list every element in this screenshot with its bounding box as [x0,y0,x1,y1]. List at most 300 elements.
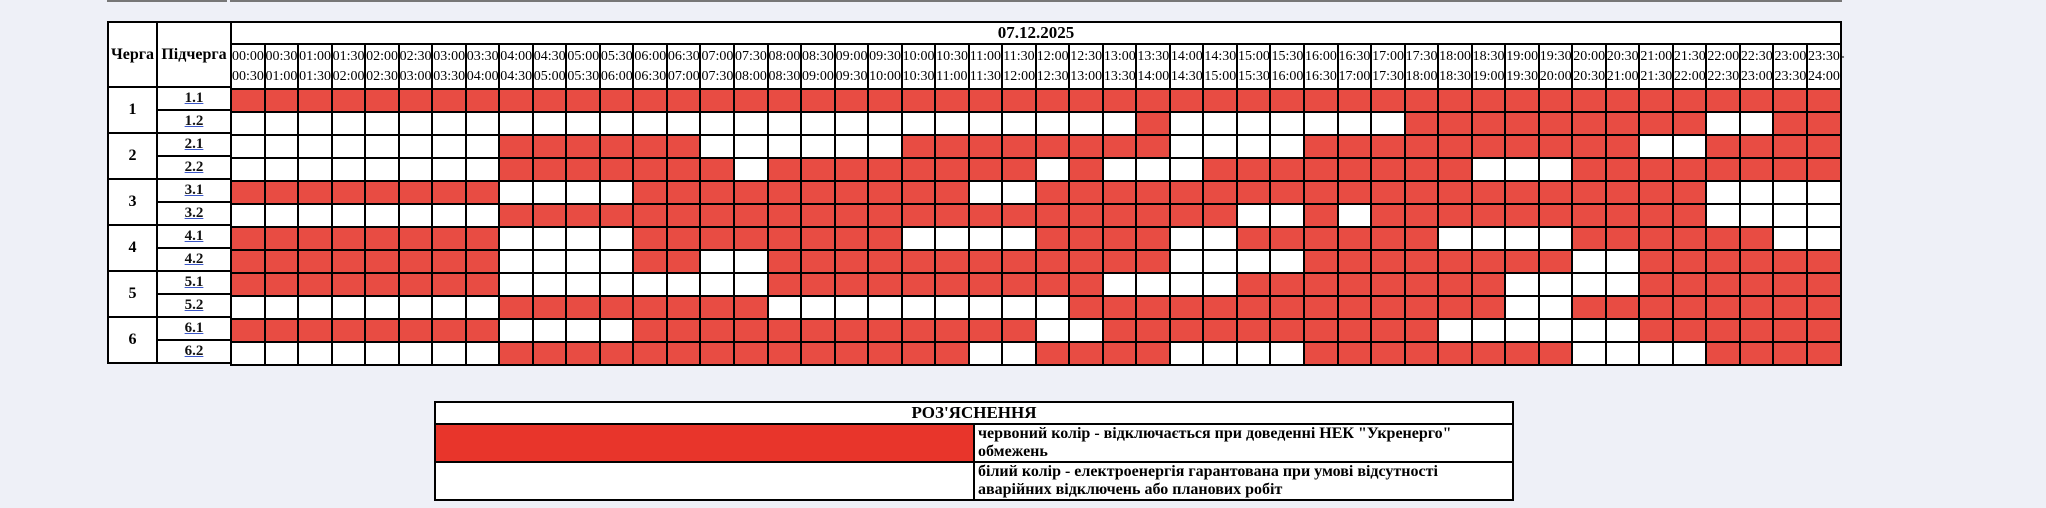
outage-cell [1069,296,1103,319]
outage-cell [633,227,667,250]
power-cell [265,296,299,319]
outage-cell [1103,227,1137,250]
outage-cell [1773,158,1807,181]
outage-cell [1505,342,1539,365]
power-cell [499,250,533,273]
time-slot-header [1036,44,1070,89]
power-cell [1036,112,1070,135]
outage-cell [1639,273,1673,296]
outage-cell [1773,250,1807,273]
outage-cell [1002,319,1036,342]
outage-cell [768,319,802,342]
outage-cell [1036,227,1070,250]
time-slot-header [1706,44,1740,89]
outage-cell [1304,135,1338,158]
power-cell [969,342,1003,365]
power-cell [1170,135,1204,158]
power-cell [1170,227,1204,250]
outage-cell [1472,181,1506,204]
subqueue-link[interactable]: 3.2 [184,205,204,221]
time-slot-end: 15:00 [1204,68,1237,84]
outage-cell [499,89,533,112]
time-slot-start: 03:00 [433,48,466,64]
outage-cell [1807,89,1841,112]
outage-cell [1371,319,1405,342]
outage-cell [969,273,1003,296]
outage-cell [499,158,533,181]
subqueue-label [157,248,231,271]
time-slot-start: 17:30 [1405,48,1438,64]
time-slot-start: 23:30- [1807,48,1845,64]
outage-cell [1103,89,1137,112]
power-cell [1270,112,1304,135]
subqueue-link[interactable]: 2.2 [184,159,204,175]
outage-cell [1237,296,1271,319]
time-slot-header [1237,44,1271,89]
outage-cell [365,181,399,204]
outage-cell [1639,204,1673,227]
outage-cell [265,273,299,296]
time-slot-header [902,44,936,89]
time-slot-start: 14:30 [1204,48,1237,64]
time-slot-end: 10:30 [902,68,935,84]
outage-cell [1338,250,1372,273]
outage-cell [768,273,802,296]
time-slot-header [1539,44,1573,89]
outage-cell [399,250,433,273]
time-slot-start: 07:00 [701,48,734,64]
power-cell [332,158,366,181]
power-cell [1606,250,1640,273]
time-slot-end: 08:30 [768,68,801,84]
outage-cell [1572,296,1606,319]
power-cell [1170,250,1204,273]
subqueue-link[interactable]: 6.1 [184,320,204,336]
power-cell [365,204,399,227]
outage-cell [667,135,701,158]
outage-cell [1170,89,1204,112]
schedule-date: 07.12.2025 [231,22,1841,44]
queue-header: Черга [108,22,157,87]
time-slot-start: 10:30 [936,48,969,64]
power-cell [1706,204,1740,227]
outage-cell [902,158,936,181]
power-cell [1472,158,1506,181]
time-slot-start: 16:30 [1338,48,1371,64]
outage-cell [332,89,366,112]
subqueue-link[interactable]: 5.2 [184,297,204,313]
power-cell [432,296,466,319]
outage-cell [868,273,902,296]
outage-cell [1270,296,1304,319]
schedule-row [231,227,1841,250]
outage-cell [298,227,332,250]
outage-cell [868,158,902,181]
time-slot-end: 03:30 [433,68,466,84]
power-cell [801,135,835,158]
subqueue-link[interactable]: 1.2 [184,113,204,129]
outage-cell [1572,135,1606,158]
time-slot-start: 15:00 [1237,48,1270,64]
outage-cell [1472,296,1506,319]
power-cell [902,112,936,135]
power-cell [1539,296,1573,319]
outage-cell [1807,158,1841,181]
schedule-row [231,319,1841,342]
power-cell [600,250,634,273]
power-cell [1572,250,1606,273]
outage-cell [868,342,902,365]
time-slot-start: 06:30 [667,48,700,64]
outage-cell [265,227,299,250]
outage-cell [935,250,969,273]
outage-cell [1036,89,1070,112]
schedule-row [231,89,1841,112]
time-slot-start: 00:30 [265,48,298,64]
outage-cell [432,273,466,296]
time-slot-start: 14:00 [1170,48,1203,64]
outage-cell [1304,181,1338,204]
outage-cell [298,250,332,273]
time-slot-header [432,44,466,89]
outage-cell [1371,89,1405,112]
power-cell [466,342,500,365]
power-cell [566,181,600,204]
outage-cell [1237,181,1271,204]
outage-cell [801,227,835,250]
outage-cell [1740,89,1774,112]
time-slot-start: 13:00 [1103,48,1136,64]
outage-cell [1807,296,1841,319]
outage-cell [432,319,466,342]
time-slot-end: 11:30 [969,68,1002,84]
time-slot-end: 20:00 [1539,68,1572,84]
power-cell [1237,204,1271,227]
time-slot-header [231,44,265,89]
schedule-grid [230,21,1845,366]
power-cell [600,112,634,135]
power-cell [700,273,734,296]
power-cell [298,112,332,135]
power-cell [1740,181,1774,204]
outage-cell [1371,158,1405,181]
outage-cell [1136,250,1170,273]
power-cell [533,273,567,296]
time-slot-header [1103,44,1137,89]
time-slot-start: 09:30 [869,48,901,64]
power-cell [298,296,332,319]
outage-cell [332,319,366,342]
outage-cell [1002,204,1036,227]
power-cell [365,296,399,319]
outage-cell [1505,250,1539,273]
power-cell [533,319,567,342]
queue-table [107,21,232,364]
outage-cell [1438,112,1472,135]
power-cell [1069,319,1103,342]
outage-cell [1036,204,1070,227]
outage-cell [1405,250,1439,273]
outage-cell [768,227,802,250]
time-slot-header [265,44,299,89]
outage-cell [667,158,701,181]
power-cell [332,204,366,227]
power-cell [734,250,768,273]
outage-cell [1237,158,1271,181]
outage-cell [1773,135,1807,158]
power-cell [499,112,533,135]
time-slot-start: 04:00 [500,48,533,64]
power-cell [466,112,500,135]
subqueue-link[interactable]: 1.1 [184,90,204,106]
power-cell [365,112,399,135]
power-cell [1606,273,1640,296]
outage-cell [700,158,734,181]
time-slot-end: 22:00 [1673,68,1706,84]
outage-cell [1472,342,1506,365]
outage-cell [600,296,634,319]
time-slot-header [1136,44,1170,89]
outage-cell [1338,273,1372,296]
subqueue-label [157,110,231,133]
subqueue-link[interactable]: 5.1 [184,274,204,290]
power-cell [466,204,500,227]
time-slot-header [1002,44,1036,89]
outage-cell [1438,296,1472,319]
power-cell [432,112,466,135]
power-cell [399,204,433,227]
outage-cell [902,319,936,342]
outage-cell [667,250,701,273]
outage-cell [1438,135,1472,158]
outage-cell [1539,342,1573,365]
outage-cell [1472,250,1506,273]
outage-cell [1539,250,1573,273]
power-cell [231,112,265,135]
time-slot-start: 10:00 [902,48,935,64]
outage-cell [1304,250,1338,273]
power-cell [1069,112,1103,135]
time-slot-start: 17:00 [1372,48,1404,64]
power-cell [1673,342,1707,365]
power-cell [1002,181,1036,204]
outage-cell [566,89,600,112]
outage-cell [1740,135,1774,158]
time-slot-start: 05:00 [567,48,600,64]
power-cell [1270,204,1304,227]
legend-title: РОЗ'ЯСНЕННЯ [435,402,1513,424]
subqueue-label [157,202,231,225]
outage-cell [533,342,567,365]
outage-cell [365,319,399,342]
power-cell [1505,158,1539,181]
time-slot-header [1069,44,1103,89]
outage-cell [1136,135,1170,158]
subqueue-link[interactable]: 6.2 [184,343,204,359]
time-slot-start: 19:00 [1506,48,1539,64]
outage-cell [231,250,265,273]
time-slot-header [700,44,734,89]
outage-cell [835,342,869,365]
outage-cell [700,296,734,319]
time-slot-end: 01:30 [299,68,331,84]
power-cell [399,342,433,365]
outage-cell [1773,89,1807,112]
outage-cell [1606,89,1640,112]
power-cell [1304,112,1338,135]
power-cell [231,342,265,365]
outage-cell [1505,112,1539,135]
outage-cell [600,135,634,158]
outage-cell [1773,112,1807,135]
outage-cell [633,296,667,319]
outage-cell [1338,227,1372,250]
outage-cell [1405,319,1439,342]
outage-cell [600,342,634,365]
outage-cell [566,158,600,181]
power-cell [566,112,600,135]
outage-cell [1170,296,1204,319]
power-cell [1203,250,1237,273]
outage-cell [1203,319,1237,342]
outage-cell [1069,250,1103,273]
subqueue-link[interactable]: 4.1 [184,228,204,244]
time-slot-start: 19:30 [1539,48,1572,64]
time-slot-end: 23:00 [1740,68,1773,84]
time-slot-header [969,44,1003,89]
outage-cell [969,89,1003,112]
outage-cell [1203,181,1237,204]
outage-cell [231,319,265,342]
outage-cell [1002,250,1036,273]
outage-cell [902,135,936,158]
power-cell [1505,296,1539,319]
subqueue-label [157,156,231,179]
outage-cell [365,89,399,112]
outage-cell [1002,158,1036,181]
outage-cell [1036,342,1070,365]
schedule-row [231,204,1841,227]
queue-number: 4 [108,225,157,271]
outage-cell [365,250,399,273]
outage-cell [1438,250,1472,273]
outage-cell [1572,89,1606,112]
time-slot-start: 11:30 [1003,48,1035,64]
outage-cell [1639,112,1673,135]
outage-cell [1405,89,1439,112]
outage-cell [1304,296,1338,319]
queue-number: 3 [108,179,157,225]
outage-cell [1405,181,1439,204]
time-slot-start: 08:00 [768,48,801,64]
queue-number: 5 [108,271,157,317]
outage-cell [399,319,433,342]
power-cell [835,296,869,319]
power-cell [365,135,399,158]
outage-cell [1338,181,1372,204]
outage-cell [1338,342,1372,365]
outage-cell [1706,135,1740,158]
time-slot-end: 16:00 [1271,68,1304,84]
power-cell [1203,112,1237,135]
outage-cell [734,227,768,250]
subqueue-link[interactable]: 2.1 [184,136,204,152]
outage-cell [1103,319,1137,342]
power-cell [332,342,366,365]
power-cell [667,273,701,296]
schedule-row [231,250,1841,273]
outage-cell [600,158,634,181]
time-slot-end: 05:00 [533,68,566,84]
power-cell [1539,273,1573,296]
time-slot-end: 14:00 [1137,68,1170,84]
outage-cell [298,89,332,112]
outage-cell [667,181,701,204]
power-cell [734,135,768,158]
outage-cell [1338,158,1372,181]
power-cell [1103,112,1137,135]
time-slot-header [1773,44,1807,89]
outage-cell [667,296,701,319]
outage-cell [1405,273,1439,296]
outage-cell [902,273,936,296]
power-cell [1103,158,1137,181]
power-cell [533,250,567,273]
outage-cell [1405,135,1439,158]
outage-cell [1673,112,1707,135]
outage-cell [1069,273,1103,296]
outage-cell [466,250,500,273]
subqueue-label [157,133,231,156]
subqueue-label [157,225,231,248]
power-cell [1170,112,1204,135]
outage-cell [969,319,1003,342]
outage-cell [1237,89,1271,112]
subqueue-link[interactable]: 4.2 [184,251,204,267]
time-slot-end: 18:30 [1439,68,1472,84]
power-cell [969,227,1003,250]
outage-cell [332,250,366,273]
outage-cell [768,158,802,181]
outage-cell [1706,158,1740,181]
outage-cell [1606,227,1640,250]
outage-cell [902,89,936,112]
outage-cell [1069,158,1103,181]
outage-cell [1740,250,1774,273]
time-slot-header [801,44,835,89]
legend [434,401,1514,501]
outage-cell [1572,158,1606,181]
outage-cell [734,342,768,365]
outage-cell [1371,227,1405,250]
time-slot-end: 02:30 [366,68,399,84]
outage-cell [1505,181,1539,204]
power-cell [1740,204,1774,227]
time-slot-end: 05:30 [567,68,600,84]
subqueue-link[interactable]: 3.1 [184,182,204,198]
time-slot-header [1572,44,1606,89]
power-cell [700,250,734,273]
power-cell [1505,319,1539,342]
power-cell [600,319,634,342]
power-cell [768,112,802,135]
outage-cell [298,181,332,204]
time-slot-start: 21:30 [1673,48,1706,64]
outage-cell [1438,204,1472,227]
power-cell [1237,342,1271,365]
outage-cell [801,273,835,296]
time-slot-start: 07:30 [734,48,767,64]
